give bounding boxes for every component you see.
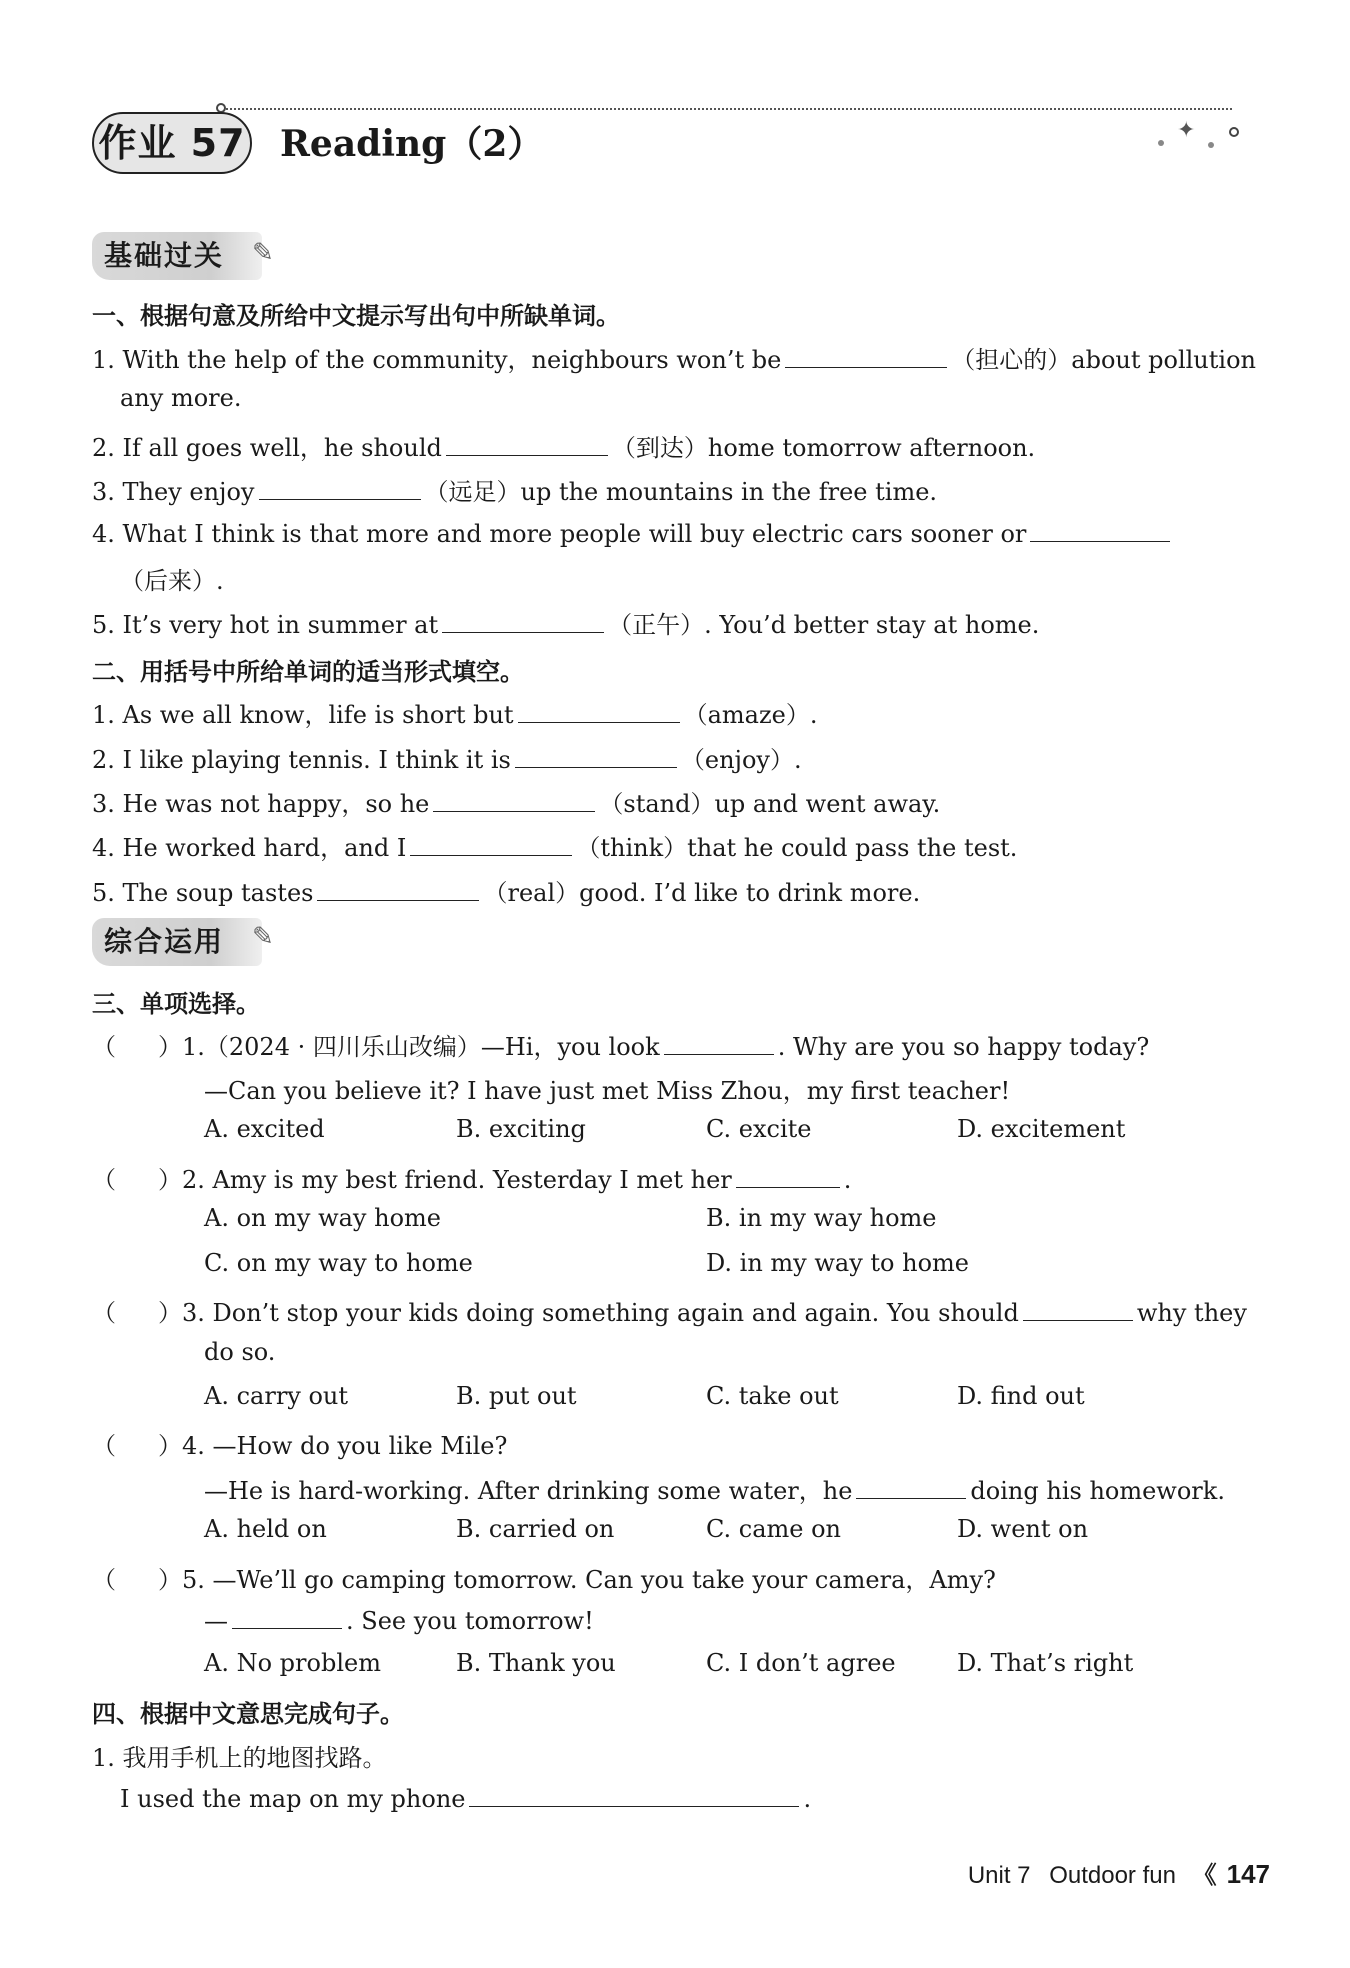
answer-blank[interactable] xyxy=(259,475,421,500)
question-text: （远足）up the mountains in the free time. xyxy=(424,478,938,506)
question-text: （stand）up and went away. xyxy=(599,790,941,818)
answer-blank[interactable] xyxy=(518,698,680,723)
question-text: （real）good. I’d like to drink more. xyxy=(483,879,921,907)
question-text: 2. If all goes well，he should xyxy=(92,434,442,462)
question-text: （enjoy）. xyxy=(680,746,802,774)
part3-q5-stem xyxy=(92,1560,996,1595)
part2-q4 xyxy=(92,828,1017,863)
decor-dot xyxy=(1208,142,1214,148)
option-c[interactable]: C. excite xyxy=(706,1115,812,1143)
question-text: 3. He was not happy，so he xyxy=(92,790,430,818)
answer-blank[interactable] xyxy=(1023,1296,1133,1321)
part4-q1-chinese: 1. 我用手机上的地图找路。 xyxy=(92,1744,387,1772)
double-chevron-icon: 《 xyxy=(1192,1862,1217,1889)
answer-blank[interactable] xyxy=(410,831,572,856)
option-b[interactable]: B. in my way home xyxy=(706,1204,937,1232)
question-text: （担心的）about pollution xyxy=(951,346,1256,374)
question-text: —He is hard-working. After drinking some water，he xyxy=(204,1477,853,1505)
answer-blank[interactable] xyxy=(433,787,595,812)
question-text: — xyxy=(204,1607,228,1635)
part2-q3 xyxy=(92,784,940,819)
page-number: 147 xyxy=(1226,1859,1270,1889)
answer-blank[interactable] xyxy=(736,1163,840,1188)
question-text: . xyxy=(803,1785,812,1813)
sparkle-pen-icon: ✎ xyxy=(252,922,274,952)
part1-q2 xyxy=(92,428,1035,463)
question-text: ）5. —We’ll go camping tomorrow. Can you take your camera，Amy? xyxy=(158,1566,996,1594)
part1-q1-line2: any more. xyxy=(120,384,242,412)
decor-circle-icon xyxy=(1229,127,1239,137)
part3-q4-line2 xyxy=(204,1471,1225,1506)
answer-paren[interactable]: （ xyxy=(92,1432,116,1460)
question-text: . See you tomorrow! xyxy=(346,1607,594,1635)
option-d[interactable]: D. find out xyxy=(957,1382,1085,1410)
option-b[interactable]: B. exciting xyxy=(456,1115,586,1143)
footer-topic: Outdoor fun xyxy=(1049,1862,1176,1889)
page-title: Reading（2） xyxy=(280,123,544,165)
question-text: . Why are you so happy today? xyxy=(777,1033,1150,1061)
pencil-icon: ✎ xyxy=(252,238,274,268)
page-footer xyxy=(968,1855,1270,1890)
question-text: 5. The soup tastes xyxy=(92,879,314,907)
option-b[interactable]: B. Thank you xyxy=(456,1649,616,1677)
question-text: ）4. —How do you like Mile? xyxy=(158,1432,508,1460)
part1-q4-line2: （后来）. xyxy=(120,567,224,595)
option-a[interactable]: A. on my way home xyxy=(204,1204,441,1232)
question-text: 5. It’s very hot in summer at xyxy=(92,611,439,639)
option-d[interactable]: D. excitement xyxy=(957,1115,1126,1143)
part3-q4-stem xyxy=(92,1426,507,1461)
section-tag-basic: 基础过关 xyxy=(92,232,262,280)
sparkle-icon: ✦ xyxy=(1177,118,1196,143)
option-d[interactable]: D. in my way to home xyxy=(706,1249,969,1277)
question-text: 4. What I think is that more and more people will buy electric cars sooner or xyxy=(92,520,1027,548)
answer-blank[interactable] xyxy=(232,1604,342,1629)
option-a[interactable]: A. No problem xyxy=(204,1649,381,1677)
option-b[interactable]: B. put out xyxy=(456,1382,577,1410)
question-text: ）1.（2024 · 四川乐山改编）—Hi，you look xyxy=(158,1033,660,1061)
answer-blank[interactable] xyxy=(856,1474,966,1499)
answer-blank[interactable] xyxy=(515,743,677,768)
part3-heading: 三、单项选择。 xyxy=(92,990,260,1018)
answer-blank[interactable] xyxy=(1030,517,1170,542)
question-text: 3. They enjoy xyxy=(92,478,255,506)
homework-number-badge: 作业 57 xyxy=(92,112,252,174)
answer-paren[interactable]: （ xyxy=(92,1166,116,1194)
answer-blank[interactable] xyxy=(442,608,604,633)
option-a[interactable]: A. carry out xyxy=(204,1382,349,1410)
part1-q5 xyxy=(92,605,1039,640)
question-text: . xyxy=(843,1166,852,1194)
question-text: why they xyxy=(1136,1299,1247,1327)
option-c[interactable]: C. take out xyxy=(706,1382,839,1410)
part3-q3-line2: do so. xyxy=(204,1338,276,1366)
header-dotted-line xyxy=(222,108,1232,110)
option-d[interactable]: D. That’s right xyxy=(957,1649,1134,1677)
part1-q4-line1 xyxy=(92,517,1174,548)
question-text: 2. I like playing tennis. I think it is xyxy=(92,746,511,774)
option-a[interactable]: A. held on xyxy=(204,1515,327,1543)
option-c[interactable]: C. on my way to home xyxy=(204,1249,473,1277)
part3-q1-stem xyxy=(92,1027,1149,1062)
answer-paren[interactable]: （ xyxy=(92,1033,116,1061)
part4-heading: 四、根据中文意思完成句子。 xyxy=(92,1700,404,1728)
option-c[interactable]: C. came on xyxy=(706,1515,842,1543)
part4-q1-english xyxy=(120,1782,811,1813)
question-text: I used the map on my phone xyxy=(120,1785,466,1813)
footer-unit: Unit 7 xyxy=(967,1862,1031,1889)
part2-q5 xyxy=(92,873,920,908)
question-text: doing his homework. xyxy=(970,1477,1225,1505)
question-text: ）2. Amy is my best friend. Yesterday I met her xyxy=(158,1166,732,1194)
answer-paren[interactable]: （ xyxy=(92,1299,116,1327)
part2-heading: 二、用括号中所给单词的适当形式填空。 xyxy=(92,658,524,686)
question-text: ）3. Don’t stop your kids doing something again and again. You should xyxy=(158,1299,1019,1327)
part1-q3 xyxy=(92,472,937,507)
section-tag-comprehensive: 综合运用 xyxy=(92,918,262,966)
question-text: 1. With the help of the community，neighbours won’t be xyxy=(92,346,782,374)
part2-q2 xyxy=(92,740,802,775)
option-b[interactable]: B. carried on xyxy=(456,1515,615,1543)
decor-dot xyxy=(1158,140,1164,146)
question-text: （amaze）. xyxy=(683,701,818,729)
part3-q1-line2: —Can you believe it? I have just met Miss Zhou，my first teacher! xyxy=(204,1077,1011,1105)
question-text: 1. As we all know，life is short but xyxy=(92,701,514,729)
part3-q5-line2 xyxy=(204,1604,594,1635)
answer-blank[interactable] xyxy=(317,876,479,901)
question-text: （think）that he could pass the test. xyxy=(576,834,1018,862)
part3-q3-stem xyxy=(92,1293,1247,1328)
option-c[interactable]: C. I don’t agree xyxy=(706,1649,896,1677)
answer-blank[interactable] xyxy=(785,343,947,368)
question-text: 4. He worked hard，and I xyxy=(92,834,407,862)
part3-q2-stem xyxy=(92,1160,851,1195)
answer-paren[interactable]: （ xyxy=(92,1566,116,1594)
option-a[interactable]: A. excited xyxy=(204,1115,325,1143)
answer-blank[interactable] xyxy=(664,1030,774,1055)
question-text: （正午）. You’d better stay at home. xyxy=(608,611,1040,639)
answer-blank[interactable] xyxy=(446,431,608,456)
option-d[interactable]: D. went on xyxy=(957,1515,1089,1543)
part1-heading: 一、根据句意及所给中文提示写出句中所缺单词。 xyxy=(92,302,620,330)
part2-q1 xyxy=(92,695,817,730)
part1-q1-line1 xyxy=(92,340,1256,375)
answer-blank[interactable] xyxy=(469,1782,799,1807)
question-text: （到达）home tomorrow afternoon. xyxy=(611,434,1036,462)
